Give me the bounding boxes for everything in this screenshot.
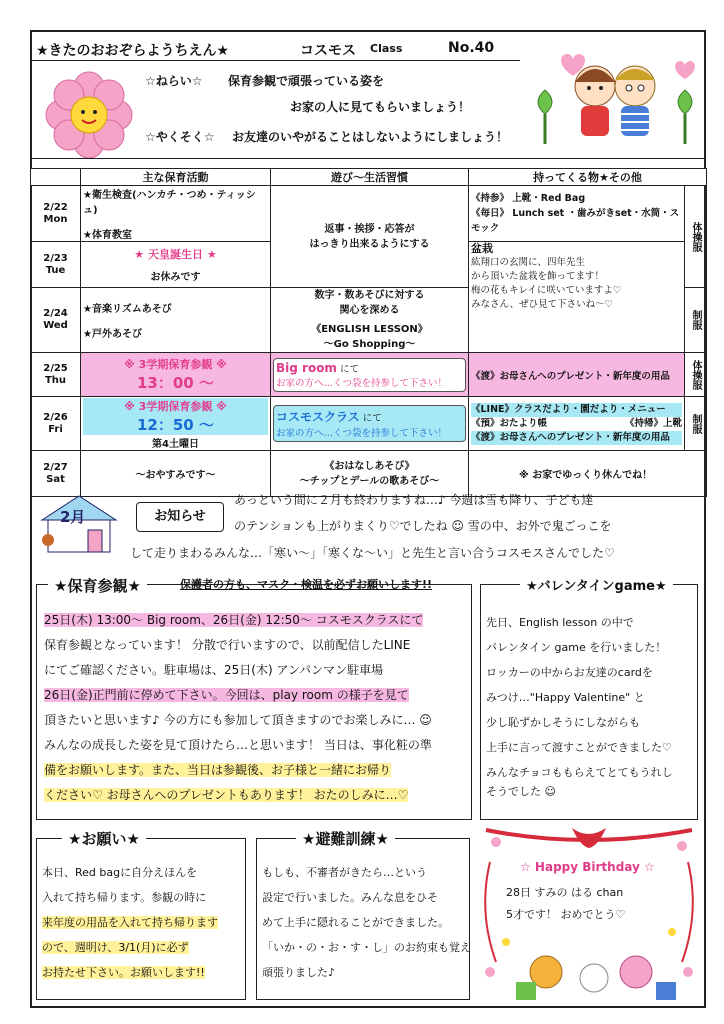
promise-text: お友達のいやがることはしないようにしましょう！ xyxy=(232,130,509,144)
observation-subtitle: 保護者の方も、マスク・検温を必ずお願いします!! xyxy=(180,578,433,591)
drill-title: ★避難訓練★ xyxy=(296,828,395,849)
bring-sat: ※ お家でゆっくり休んでね！ xyxy=(469,451,707,497)
notice-line2: のテンションも上がりまくり♡でしたね ☺ 雪の中、お外で鬼ごっこを xyxy=(234,519,612,533)
col-header-activity: 主な保育活動 xyxy=(81,169,271,186)
bring-mon: 《持参》 上靴・Red Bag 《毎日》 Lunch set ・歯みがきset・水筒・スモック xyxy=(469,186,685,242)
dress-code-1: 体操服 xyxy=(685,186,707,288)
activity-wed: ★音楽リズムあそび ★戸外あそび xyxy=(81,288,271,353)
birthday-title: ☆ Happy Birthday ☆ xyxy=(520,860,655,874)
aim-line1: 保育参観で頑張っている姿を xyxy=(228,74,385,88)
activity-tue: ★ 天皇誕生日 ★ お休みです xyxy=(81,242,271,288)
bring-thu: 《渡》お母さんへのプレゼント・新年度の用品 xyxy=(469,353,685,397)
dress-code-2: 制服 xyxy=(685,288,707,353)
birthday-line2: 5才です！ おめでとう♡ xyxy=(506,908,626,921)
col-header-bring: 持ってくる物★その他 xyxy=(469,169,707,186)
header-divider xyxy=(30,60,520,61)
observation-note-fri: コスモスクラス にて お家の方へ…くつ袋を持参して下さい！ xyxy=(271,397,469,451)
dress-code-4: 制服 xyxy=(685,397,707,451)
aim-line2: お家の人に見てもらいましょう！ xyxy=(290,100,471,114)
valentine-title: ★バレンタインgame★ xyxy=(520,575,673,594)
play-cell-1: 返事・挨拶・応答が はっきり出来るようにする xyxy=(271,186,469,288)
flower-illustration xyxy=(44,70,134,160)
date-wed: 2/24 Wed xyxy=(31,288,81,353)
date-mon: 2/22 Mon xyxy=(31,186,81,242)
date-sat: 2/27 Sat xyxy=(31,451,81,497)
request-body: 本日、Red bagに自分えほんを 入れて持ち帰ります。参観の時に 来年度の用品を入れて持ち帰ります ので、週明け、3/1(月)に必ず お持たせ下さい。お願いします!! xyxy=(42,866,218,979)
request-title: ★お願い★ xyxy=(62,828,146,849)
observation-title: ★保育参観★ xyxy=(48,575,147,596)
header-bottom-divider xyxy=(30,158,706,159)
play-cell-2: 数字・数あそびに対する 関心を深める 《ENGLISH LESSON》 ～Go Shopping～ xyxy=(271,288,469,353)
valentine-body: 先日、English lesson の中で バレンタイン game を行いました！ ロッカーの中からお友達のcardを みつけ…"Happy Valentine" と 少し恥ずかしそうにしながらも 上手に言って渡すことができました♡ みんなチョコももらえてとてもうれし そうでした ☺ xyxy=(486,616,673,798)
bonsai-note: 盆栽 紘翔口の玄関に、四年先生 から頂いた盆栽を飾ってます！ 梅の花もキレイに咲いていますよ♡ みなさん、ぜひ見て下さいね〜♡ xyxy=(469,242,685,353)
aim-label: ☆ねらい☆ xyxy=(145,74,203,88)
col-header-date xyxy=(31,169,81,186)
date-tue: 2/23 Tue xyxy=(31,242,81,288)
activity-thu: ※ 3学期保育参観 ※ 13：00 ～ xyxy=(81,353,271,397)
notice-line3: して走りまわるみんな…「寒い～」「寒くな～い」と先生と言い合うコスモスさんでした♡ xyxy=(130,546,615,560)
weekly-schedule xyxy=(30,168,706,487)
date-thu: 2/25 Thu xyxy=(31,353,81,397)
date-fri: 2/26 Fri xyxy=(31,397,81,451)
activity-fri: ※ 3学期保育参観 ※ 12：50 ～ 第4土曜日 xyxy=(81,397,271,451)
notice-label: お知らせ xyxy=(136,502,224,532)
observation-body: 25日(木) 13:00～ Big room、26日(金) 12:50～ コスモスクラスにて 保育参観となっています！ 分散で行いますので、以前配信したLINE にてご確認ください。駐車場は、25日(木) アンパンマン駐車場 26日(金)正門前に停めて下さい。今回は、play room の様子を見て 頂きたいと思います♪ 今の方にも参加して頂きますのでお楽しみに… ☺ みんなの成長した姿を見て頂けたら…と思います！ 当日は、事化粧の準 備をお願いします。また、当日は参観後、お子様と一緒にお帰り ください♡ お母さんへのプレゼントもあります！ おたのしみに…♡ xyxy=(44,613,432,802)
notice-line1: あっという間に２月も終わりますね…♪ 今週は雪も降り、子ども達 xyxy=(234,493,594,507)
observation-note-thu: Big room にて お家の方へ…くつ袋を持参して下さい！ xyxy=(271,353,469,397)
children-illustration xyxy=(525,44,705,156)
col-header-play: 遊び～生活習慣 xyxy=(271,169,469,186)
class-name: コスモス xyxy=(300,43,356,59)
activity-sat: ～おやすみです～ xyxy=(81,451,271,497)
bring-fri: 《LINE》クラスだより・園だより・メニュー 《預》おたより帳 《持帰》上靴 《渡》お母さんへのプレゼント・新年度の用品 xyxy=(469,397,685,451)
school-name: ★きたのおおぞらようちえん★ xyxy=(36,43,230,59)
birthday-line1: 28日 すみの はる chan xyxy=(506,886,624,899)
class-suffix: Class xyxy=(370,42,403,55)
issue-number: No.40 xyxy=(448,40,495,56)
dress-code-3: 体操服 xyxy=(685,353,707,397)
promise-label: ☆やくそく☆ xyxy=(145,130,215,144)
month-tag: 2月 xyxy=(60,508,86,526)
play-cell-3: 《おはなしあそび》 ～チップとデールの歌あそび～ xyxy=(271,451,469,497)
drill-body: もしも、不審者がきたら…という 設定で行いました。みんな息をひそ めて上手に隠れることができました。 「いか・の・お・す・し」のお約束も覚え 頑張りました♪ xyxy=(262,866,471,979)
activity-mon: ★衛生検査(ハンカチ・つめ・ティッシュ) ★体育教室 xyxy=(81,186,271,242)
